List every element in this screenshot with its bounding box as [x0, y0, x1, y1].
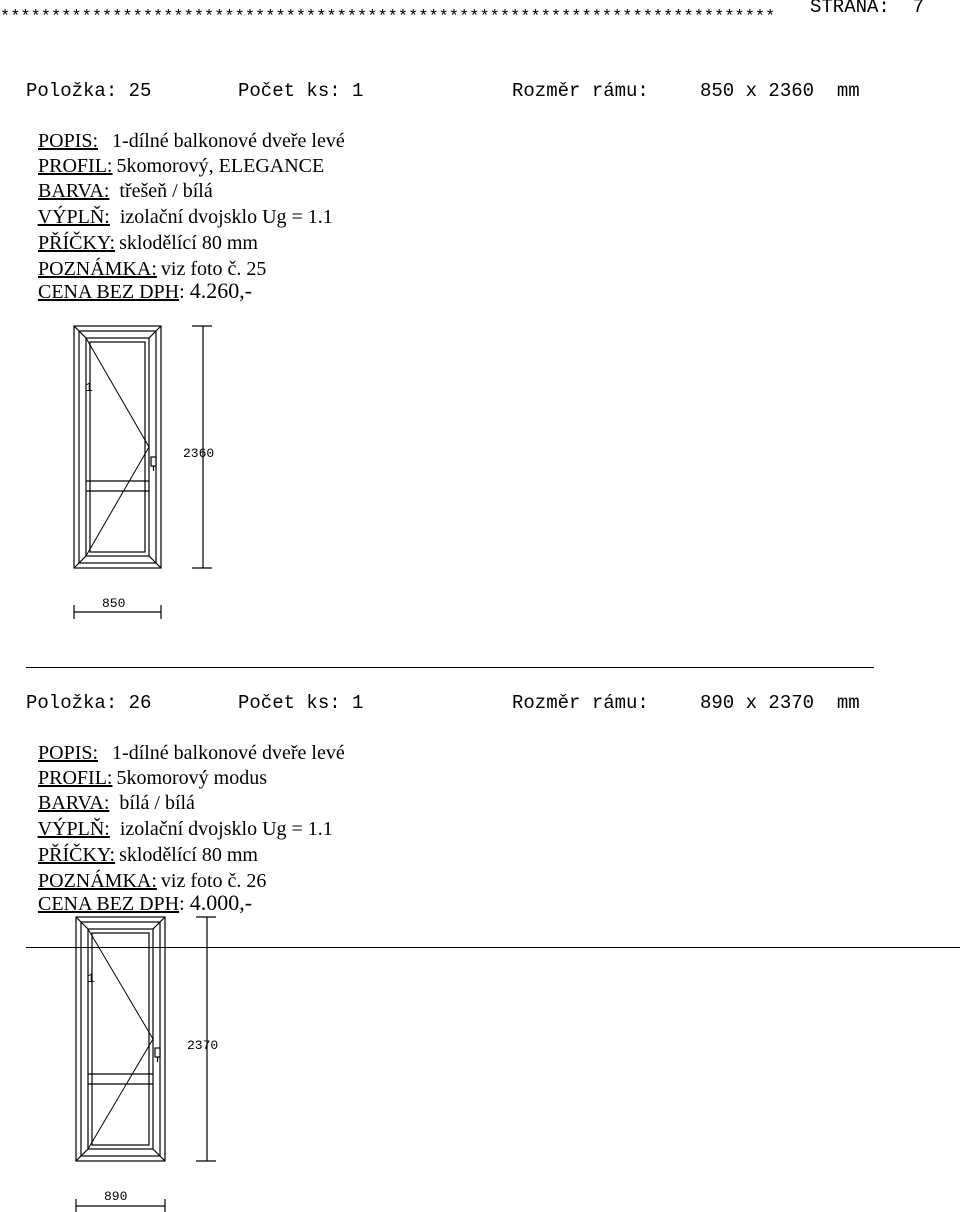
- door-drawing: [0, 900, 300, 1212]
- profil-label: PROFIL:: [38, 155, 113, 177]
- item-number: Položka: 26: [26, 692, 152, 714]
- sash-number: 1: [87, 971, 95, 986]
- profil-label: PROFIL:: [38, 767, 113, 789]
- price-row: CENA BEZ DPH: 4.260,-: [38, 278, 253, 303]
- door-opening-lines: [88, 929, 153, 1149]
- price-label: CENA BEZ DPH: [38, 893, 180, 915]
- popis-label: POPIS:: [38, 742, 99, 764]
- height-dimension-label: 2360: [183, 446, 215, 461]
- price-value: 4.000,-: [189, 890, 253, 915]
- frame-size-label: Rozměr rámu:: [512, 80, 649, 102]
- barva-label: BARVA:: [38, 180, 110, 202]
- barva-value: bílá / bílá: [119, 792, 195, 814]
- pricky-value: sklodělící 80 mm: [119, 844, 258, 866]
- poznamka-label: POZNÁMKA:: [38, 870, 157, 892]
- vypln-label: VÝPLŇ:: [37, 818, 110, 840]
- barva-label: BARVA:: [38, 792, 110, 814]
- header-separator-stars: ****************************************************************************: [0, 8, 776, 27]
- frame-size-label: Rozměr rámu:: [512, 692, 649, 714]
- vypln-value: izolační dvojsklo Ug = 1.1: [119, 818, 333, 840]
- price-row: CENA BEZ DPH: 4.000,-: [38, 890, 253, 915]
- door-opening-lines: [86, 338, 149, 556]
- poznamka-value: viz foto č. 25: [160, 258, 267, 280]
- price-value: 4.260,-: [189, 278, 253, 303]
- door-sash: [88, 929, 153, 1149]
- frame-size-value: 850 x 2360 mm: [700, 80, 860, 102]
- popis-value: 1-dílné balkonové dveře levé: [112, 742, 345, 764]
- pricky-label: PŘÍČKY:: [38, 232, 116, 254]
- sash-number: 1: [85, 380, 93, 395]
- item-quantity: Počet ks: 1: [238, 692, 364, 714]
- door-outer-frame: [74, 326, 161, 568]
- page-number: STRANA: 7: [810, 0, 925, 18]
- popis-value: 1-dílné balkonové dveře levé: [112, 130, 345, 152]
- poznamka-value: viz foto č. 26: [160, 870, 267, 892]
- barva-value: třešeň / bílá: [119, 180, 213, 202]
- door-handle: [155, 1048, 160, 1057]
- item-number: Položka: 25: [26, 80, 152, 102]
- item-quantity: Počet ks: 1: [238, 80, 364, 102]
- poznamka-label: POZNÁMKA:: [38, 258, 157, 280]
- height-dimension-label: 2370: [187, 1038, 219, 1053]
- door-sash: [86, 338, 149, 556]
- item-separator: [26, 667, 874, 668]
- door-drawing: [0, 300, 300, 630]
- profil-value: 5komorový, ELEGANCE: [116, 155, 325, 177]
- width-dimension-label: 890: [104, 1189, 128, 1204]
- pricky-label: PŘÍČKY:: [38, 844, 116, 866]
- pricky-value: sklodělící 80 mm: [119, 232, 258, 254]
- vypln-value: izolační dvojsklo Ug = 1.1: [119, 206, 333, 228]
- door-handle: [151, 457, 156, 466]
- popis-label: POPIS:: [38, 130, 99, 152]
- frame-size-value: 890 x 2370 mm: [700, 692, 860, 714]
- width-dimension-label: 850: [102, 596, 126, 611]
- vypln-label: VÝPLŇ:: [37, 206, 110, 228]
- profil-value: 5komorový modus: [116, 767, 268, 789]
- price-label: CENA BEZ DPH: [38, 281, 180, 303]
- door-outer-frame: [76, 917, 165, 1161]
